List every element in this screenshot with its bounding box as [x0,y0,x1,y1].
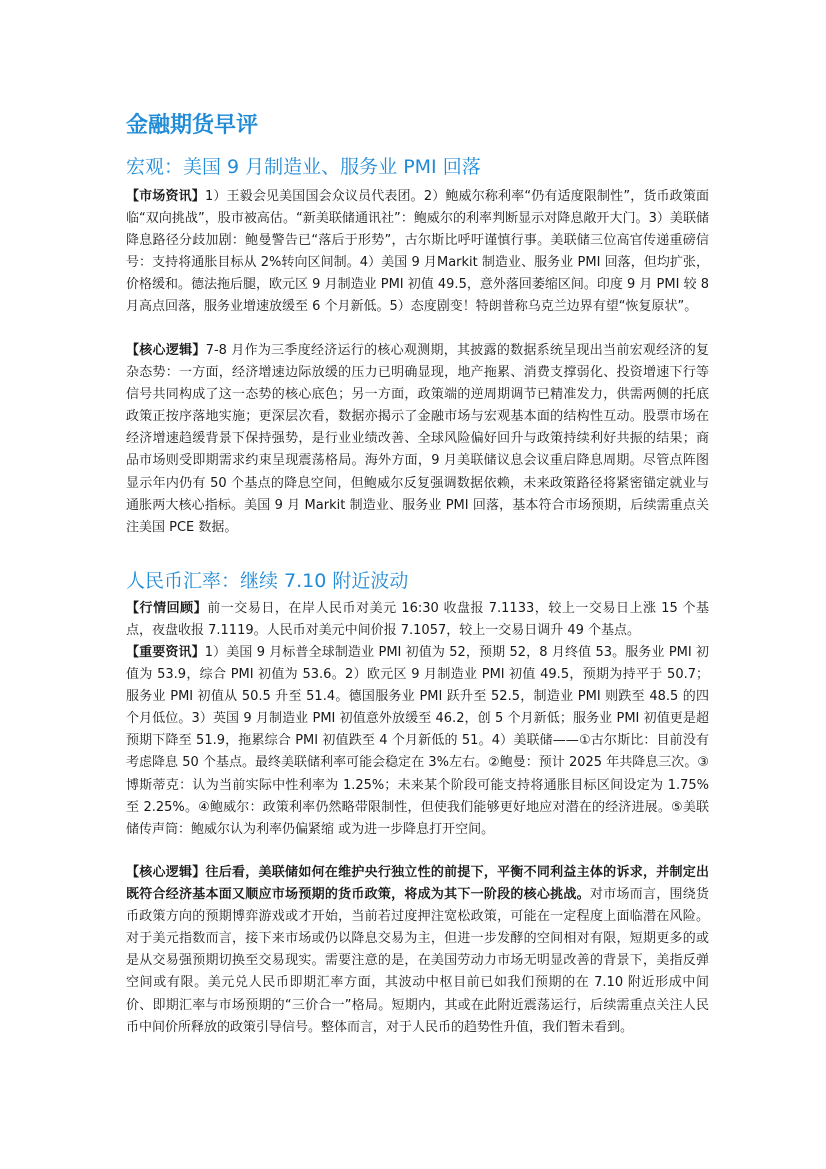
macro-section-title: 宏观：美国 9 月制造业、服务业 PMI 回落 [126,156,481,178]
rmb-review-text: 前一交易日，在岸人民币对美元 16:30 收盘报 7.1133，较上一交易日上涨 15 个基点，夜盘收报 7.1119。人民币对美元中间价报 7.1057，较上一交易日调升 49 个基点。 [126,601,709,639]
macro-news-text: 1）王毅会见美国国会众议员代表团。2）鲍威尔称利率“仍有适度限制性”，货币政策面临“双向挑战”，股市被高估。“新美联储通讯社”：鲍威尔的利率判断显示对降息敞开大门。3）美联储降息路径分歧加剧：鲍曼警告已“落后于形势”，古尔斯比呼吁谨慎行事。美联储三位高官传递重磅信号：支持将通胀目标从 2%转向区间制。4）美国 9 月Markit 制造业、服务业 PMI 回落，但均扩张，价格缓和。德法拖后腿，欧元区 9 月制造业 PMI 初值 49.5，意外落回萎缩区间。印度 9 月 PMI 较 8 月高点回落，服务业增速放缓至 6 个月新低。5）态度剧变！特朗普称乌克兰边界有望“恢复原状”。 [126,189,709,315]
rmb-review-tag: 【行情回顾】 [126,601,208,616]
rmb-logic-text: 对市场而言，围绕货币政策方向的预期博弈游戏或才开始，当前若过度押注宽松政策，可能在一定程度上面临潜在风险。对于美元指数而言，接下来市场或仍以降息交易为主，但进一步发酵的空间相对有限，短期更多的或是从交易强预期切换至交易现实。需要注意的是，在美国劳动力市场无明显改善的背景下，美指反弹空间或有限。美元兑人民币即期汇率方面，其波动中枢目前已如我们预期的在 7.10 附近形成中间价、即期汇率与市场预期的“三价合一”格局。短期内，其或在此附近震荡运行，后续需重点关注人民币中间价所释放的政策引导信号。整体而言，对于人民币的趋势性升值，我们暂未看到。 [126,887,709,1035]
rmb-news-text: 1）美国 9 月标普全球制造业 PMI 初值为 52，预期 52，8 月终值 53。服务业 PMI 初值为 53.9，综合 PMI 初值为 53.6。2）欧元区 9 月制造业 PMI 初值 49.5，预期为持平于 50.7；服务业 PMI 初值从 50.5 升至 51.4。德国服务业 PMI 跃升至 52.5，制造业 PMI 则跌至 48.5 的四个月低位。3）英国 9 月制造业 PMI 初值意外放缓至 46.2，创 5 个月新低；服务业 PMI 初值更是超预期下降至 51.9，拖累综合 PMI 初值跌至 4 个月新低的 51。4）美联储——①古尔斯比：目前没有考虑降息 50 个基点。最终美联储利率可能会稳定在 3%左右。②鲍曼：预计 2025 年共降息三次。③博斯蒂克：认为当前实际中性利率为 1.25%；未来某个阶段可能支持将通胀目标区间设定为 1.75%至 2.25%。④鲍威尔：政策利率仍然略带限制性，但使我们能够更好地应对潜在的经济进展。⑤美联储传声筒：鲍威尔认为利率仍偏紧缩 或为进一步降息打开空间。 [126,645,709,837]
rmb-logic-bold-text: 往后看，美联储如何在维护央行独立性的前提下，平衡不同利益主体的诉求，并制定出既符合经济基本面又顺应市场预期的货币政策，将成为其下一阶段的核心挑战。 [126,865,709,903]
rmb-news-tag: 【重要资讯】 [126,645,205,660]
main-title: 金融期货早评 [126,113,259,138]
macro-news-paragraph [126,186,709,319]
macro-logic-paragraph [126,340,709,539]
rmb-logic-paragraph [126,862,709,1039]
macro-logic-text: 7-8 月作为三季度经济运行的核心观测期，其披露的数据系统呈现出当前宏观经济的复杂态势：一方面，经济增速边际放缓的压力已明确显现，地产拖累、消费支撑弱化、投资增速下行等信号共同构成了这一态势的核心底色；另一方面，政策端的逆周期调节已精准发力，供需两侧的托底政策正按序落地实施；更深层次看，数据亦揭示了金融市场与宏观基本面的结构性互动。股票市场在经济增速趋缓背景下保持强势，是行业业绩改善、全球风险偏好回升与政策持续利好共振的结果；商品市场则受即期需求约束呈现震荡格局。海外方面，9 月美联储议息会议重启降息周期。尽管点阵图显示年内仍有 50 个基点的降息空间，但鲍威尔反复强调数据依赖，未来政策路径将紧密锚定就业与通胀两大核心指标。美国 9 月 Markit 制造业、服务业 PMI 回落，基本符合市场预期，后续需重点关注美国 PCE 数据。 [126,343,709,535]
macro-logic-tag: 【核心逻辑】 [126,343,206,358]
rmb-news-paragraph [126,642,709,841]
rmb-logic-tag: 【核心逻辑】 [126,865,206,880]
macro-news-tag: 【市场资讯】 [126,189,205,204]
rmb-review-paragraph [126,598,709,642]
rmb-section-title: 人民币汇率：继续 7.10 附近波动 [126,570,409,592]
